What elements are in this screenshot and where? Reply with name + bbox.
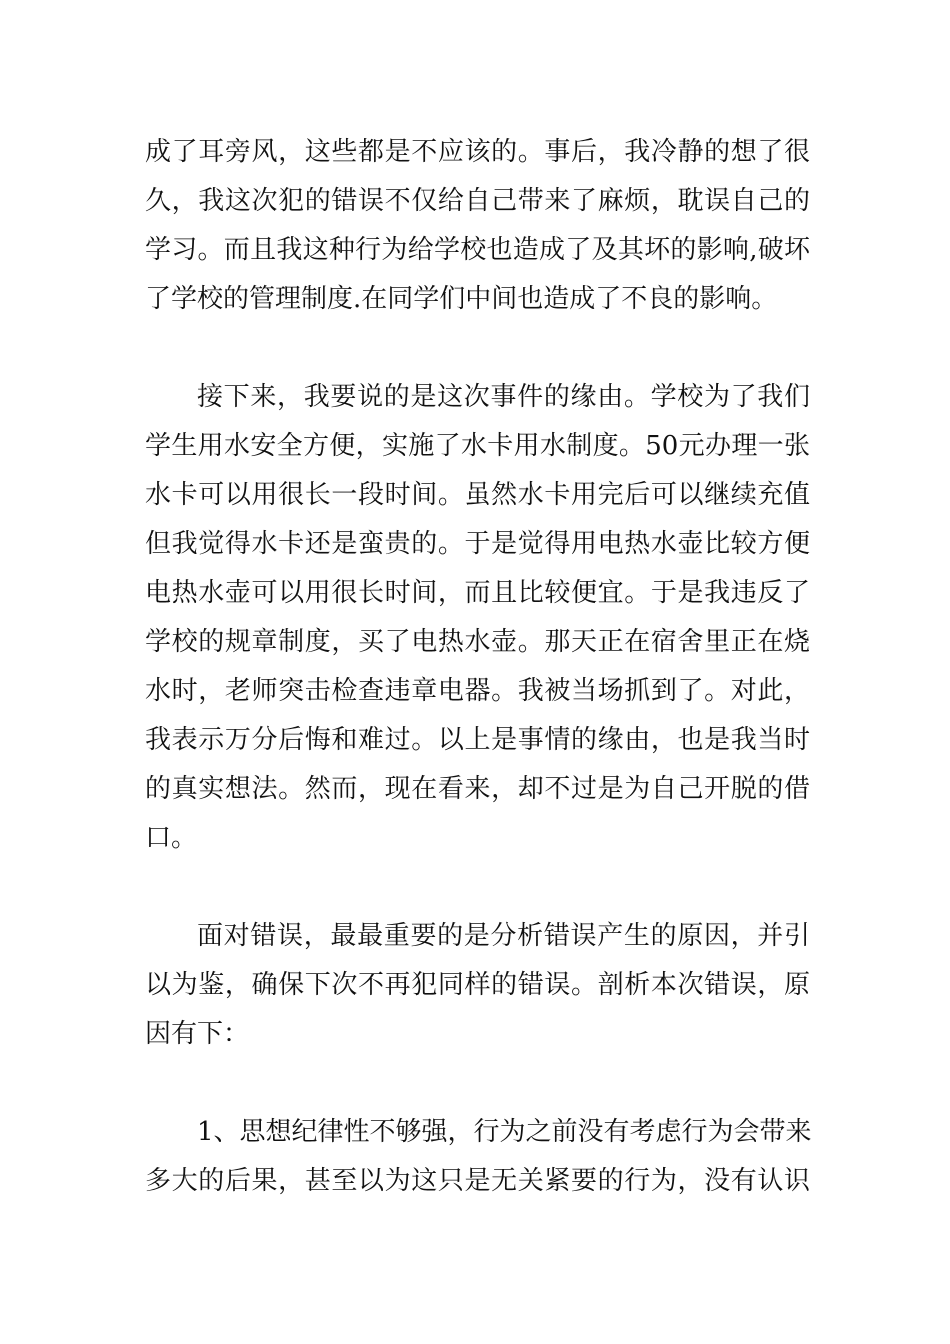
paragraph-consequences (145, 128, 810, 324)
text-line: 多大的后果，甚至以为这只是无关紧要的行为，没有认识 (145, 1166, 810, 1196)
paragraph-incident-cause (145, 373, 810, 863)
text-line: 成了耳旁风，这些都是不应该的。事后，我冷静的想了很 (145, 137, 810, 167)
text-line: 因有下： (145, 1019, 250, 1049)
text-line: 接下来，我要说的是这次事件的缘由。学校为了我们 (197, 382, 810, 412)
text-line: 的真实想法。然而，现在看来，却不过是为自己开脱的借 (145, 774, 810, 804)
paragraph-error-analysis (145, 912, 810, 1059)
text-line: 水卡可以用很长一段时间。虽然水卡用完后可以继续充值 (145, 480, 810, 510)
text-line: 水时，老师突击检查违章电器。我被当场抓到了。对此， (145, 676, 810, 706)
text-line: 学生用水安全方便，实施了水卡用水制度。50元办理一张 (145, 431, 810, 461)
text-line: 但我觉得水卡还是蛮贵的。于是觉得用电热水壶比较方便 (145, 529, 810, 559)
text-line: 口。 (145, 823, 198, 853)
text-line: 久，我这次犯的错误不仅给自己带来了麻烦，耽误自己的 (145, 186, 810, 216)
text-line: 了学校的管理制度.在同学们中间也造成了不良的影响。 (145, 284, 778, 314)
text-line: 1、思想纪律性不够强，行为之前没有考虑行为会带来 (197, 1117, 812, 1147)
text-line: 我表示万分后悔和难过。以上是事情的缘由，也是我当时 (145, 725, 810, 755)
paragraph-reason-1 (145, 1108, 810, 1206)
text-line: 学习。而且我这种行为给学校也造成了及其坏的影响,破坏 (145, 235, 810, 265)
text-line: 以为鉴，确保下次不再犯同样的错误。剖析本次错误，原 (145, 970, 810, 1000)
text-line: 面对错误，最最重要的是分析错误产生的原因，并引 (197, 921, 810, 951)
text-line: 学校的规章制度，买了电热水壶。那天正在宿舍里正在烧 (145, 627, 810, 657)
text-line: 电热水壶可以用很长时间，而且比较便宜。于是我违反了 (145, 578, 810, 608)
